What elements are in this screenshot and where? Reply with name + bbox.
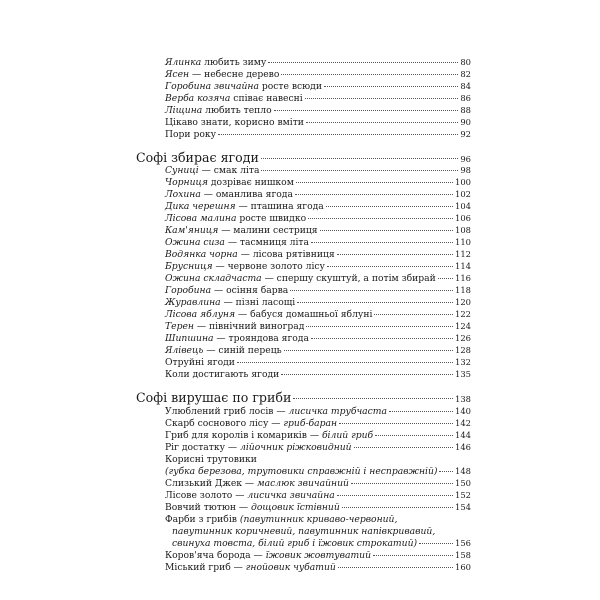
toc-entry: Водянка чорна — лісова рятівниця 112 bbox=[165, 249, 471, 260]
toc-entry: Терен — північний виноград 124 bbox=[165, 321, 471, 332]
toc-entry: Брусниця — червоне золото лісу 114 bbox=[165, 261, 471, 272]
toc-entry: Міський гриб — гнойовик чубатий 160 bbox=[165, 562, 471, 573]
toc-entry: Скарб соснового лісу — гриб-баран 142 bbox=[165, 418, 471, 429]
toc-entry: Журавлина — пізні ласощі 120 bbox=[165, 297, 471, 308]
toc-entry: Вовчий тютюн — дощовик їстівний 154 bbox=[165, 502, 471, 513]
page-number: 135 bbox=[455, 369, 471, 379]
toc-entry: Цікаво знати, корисно вміти 90 bbox=[165, 117, 471, 128]
toc-entry: Коли достигають ягоди 135 bbox=[165, 369, 471, 380]
page-number: 112 bbox=[455, 249, 471, 259]
page-number: 150 bbox=[455, 478, 471, 488]
tinder-heading: Корисні трутовики bbox=[165, 454, 257, 465]
toc-entry: Ялинка любить зиму 80 bbox=[165, 57, 471, 68]
toc-entry: Верба козяча співає навесні 86 bbox=[165, 93, 471, 104]
page-number: 158 bbox=[455, 550, 471, 560]
section-heading-berries: Софі збирає ягоди 96 bbox=[136, 150, 471, 165]
page-number: 152 bbox=[455, 490, 471, 500]
toc-entry: Ріг достатку — лійочник ріжковидний 146 bbox=[165, 442, 471, 453]
page-number: 132 bbox=[455, 357, 471, 367]
page-number: 92 bbox=[460, 129, 471, 139]
page-number: 102 bbox=[455, 189, 471, 199]
page-number: 88 bbox=[460, 105, 471, 115]
toc-entry: Шипшина — трояндова ягода 126 bbox=[165, 333, 471, 344]
section-heading-mushrooms: Софі вирушає по гриби 138 bbox=[136, 390, 471, 405]
toc-entry: Ялівець — синій перець 128 bbox=[165, 345, 471, 356]
toc-entry: Лісова яблуня — бабуся домашньої яблуні 122 bbox=[165, 309, 471, 320]
toc-entry: Чорниця дозріває нишком 100 bbox=[165, 177, 471, 188]
page-number: 122 bbox=[455, 309, 471, 319]
toc-entry: Ожина складчаста — спершу скуштуй, а потім збирай 116 bbox=[165, 273, 471, 284]
toc-entry: Горобина — осіння барва 118 bbox=[165, 285, 471, 296]
page-number: 118 bbox=[455, 285, 471, 295]
page-number: 128 bbox=[455, 345, 471, 355]
page-number: 104 bbox=[455, 201, 471, 211]
toc-entry: Лохина — оманлива ягода 102 bbox=[165, 189, 471, 200]
toc-entry: (губка березова, трутовики справжній і несправжній) 148 bbox=[165, 466, 471, 477]
toc-entry: Кам'яниця — малини сестриця 108 bbox=[165, 225, 471, 236]
page-number: 156 bbox=[455, 538, 471, 548]
toc-entry: Ожина сиза — тасмниця літа 110 bbox=[165, 237, 471, 248]
page-number: 106 bbox=[455, 213, 471, 223]
page-number: 126 bbox=[455, 333, 471, 343]
page-number: 142 bbox=[455, 418, 471, 428]
toc-entry: Пори року 92 bbox=[165, 129, 471, 140]
toc-entry: Лісова малина росте швидко 106 bbox=[165, 213, 471, 224]
page-number: 154 bbox=[455, 502, 471, 512]
toc-entry: Коров'яча борода — їжовик жовтуватий 158 bbox=[165, 550, 471, 561]
page-number: 110 bbox=[455, 237, 471, 247]
page-number: 82 bbox=[460, 69, 471, 79]
page-number: 144 bbox=[455, 430, 471, 440]
page-number: 124 bbox=[455, 321, 471, 331]
page-number: 80 bbox=[460, 57, 471, 67]
toc-entry: Слизький Джек — маслюк звичайний 150 bbox=[165, 478, 471, 489]
dyes-entry-line1: Фарби з грибів (павутинник криваво-червоний, bbox=[165, 514, 398, 525]
page-number: 146 bbox=[455, 442, 471, 452]
page-number: 86 bbox=[460, 93, 471, 103]
toc-entry: Отруйні ягоди 132 bbox=[165, 357, 471, 368]
toc-entry: Гриб для королів і комариків — білий гриб 144 bbox=[165, 430, 471, 441]
page-number: 96 bbox=[460, 154, 471, 164]
page-number: 138 bbox=[455, 394, 471, 404]
page-number: 120 bbox=[455, 297, 471, 307]
toc-entry: Лісове золото — лисичка звичайна 152 bbox=[165, 490, 471, 501]
dyes-entry-line2: павутинник коричневий, павутинник напівкривавий, bbox=[172, 526, 436, 537]
toc-entry: Ясен — небесне дерево 82 bbox=[165, 69, 471, 80]
toc-entry: Ліщина любить тепло 88 bbox=[165, 105, 471, 116]
page-number: 98 bbox=[460, 165, 471, 175]
toc-entry: Улюблений гриб лосів — лисичка трубчаста 140 bbox=[165, 406, 471, 417]
page-number: 84 bbox=[460, 81, 471, 91]
page-number: 108 bbox=[455, 225, 471, 235]
page-number: 114 bbox=[455, 261, 471, 271]
page-number: 100 bbox=[455, 177, 471, 187]
toc-entry: Горобина звичайна росте всюди 84 bbox=[165, 81, 471, 92]
page-number: 140 bbox=[455, 406, 471, 416]
page-number: 116 bbox=[455, 273, 471, 283]
dyes-entry-line3: свинуха товста, білий гриб і їжовик строкатий) 156 bbox=[172, 538, 471, 549]
toc-entry: Суниці — смак літа 98 bbox=[165, 165, 471, 176]
page-number: 148 bbox=[455, 466, 471, 476]
toc-entry: Дика черешня — пташина ягода 104 bbox=[165, 201, 471, 212]
page-number: 160 bbox=[455, 562, 471, 572]
page-number: 90 bbox=[460, 117, 471, 127]
